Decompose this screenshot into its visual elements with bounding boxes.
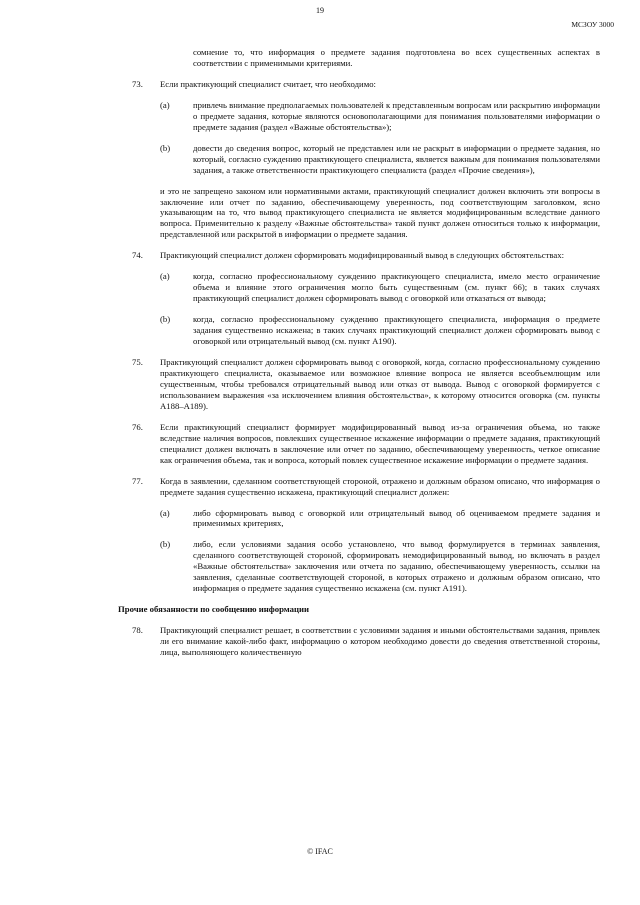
subitem-text: привлечь внимание предполагаемых пользователей к представленным вопросам или раскрытию информации о предмете задания, которые являются основополагающими для понимания пользователями информации о предмете задания (раздел «Важные обстоятельства»); xyxy=(193,99,600,132)
paragraph-76 xyxy=(118,422,600,466)
paragraph-text: Если практикующий специалист считает, что необходимо: xyxy=(160,78,376,89)
subitem-73b xyxy=(118,143,600,176)
paragraph-73-tail: и это не запрещено законом или нормативными актами, практикующий специалист должен включить эти вопросы в заключение или отчет по заданию, обеспечивающему уверенность, под соответствующим заголовком, ясно указывающим на то, что вывод практикующего специалиста не является модифицированным вследствие данного вопроса. Применительно к разделу «Важные обстоятельства» такой пункт должен относиться только к информации, представленной или раскрытой в информации о предмете задания. xyxy=(160,185,600,240)
paragraph-number: 74. xyxy=(132,250,143,261)
paragraph-text: Практикующий специалист должен сформировать вывод с оговоркой, когда, согласно профессиональному суждению практикующего специалиста, оказываемое или возможное влияние вопроса не является всеобъемлющим или существенным, чтобы требовался отрицательный вывод или отказ от вывода. Вывод с оговоркой формируется с использованием выражения «за исключением влияния обстоятельства», к которому относится оговорка (см. пункты A188–A189). xyxy=(160,357,600,411)
subitem-77b xyxy=(118,539,600,594)
subitem-text: либо, если условиями задания особо установлено, что вывод формулируется в терминах заявления, сделанного соответствующей стороной, сформировать немодифицированный вывод, но включать в раздел «Важные обстоятельства» заключения или отчета по заданию, обеспечивающему уверенность, ссылки на заявления, сделанные соответствующей стороной, в которых отражено и должным образом описано, что информация о предмете задания существенно искажена (см. пункт A191). xyxy=(193,539,600,594)
subitem-74a xyxy=(118,271,600,304)
paragraph-text: Если практикующий специалист формирует модифицированный вывод из-за ограничения объема, но также вследствие наличия вопросов, повлекших существенное искажение информации о предмете задания, практикующий специалист должен включать в заключение или отчет по заданию, обеспечивающему уверенность, четкое описание как ограничения объема, так и вопроса, который повлек существенное искажение информации о предмете задания. xyxy=(160,421,600,465)
subitem-77a xyxy=(118,508,600,530)
paragraph-text: Практикующий специалист должен сформировать модифицированный вывод в следующих обстоятельствах: xyxy=(160,250,564,261)
paragraph-78 xyxy=(118,625,600,658)
subitem-text: либо сформировать вывод с оговоркой или отрицательный вывод об оцениваемом предмете задания и применимых критериях, xyxy=(193,507,600,529)
footer-copyright: © IFAC xyxy=(307,847,333,856)
paragraph-75 xyxy=(118,357,600,412)
document-body xyxy=(118,47,600,668)
paragraph-74 xyxy=(118,250,600,261)
subitem-label: (b) xyxy=(160,142,171,153)
subitem-label: (a) xyxy=(160,271,170,282)
page-number: 19 xyxy=(316,6,324,15)
subitem-label: (b) xyxy=(160,314,171,325)
paragraph-number: 76. xyxy=(132,421,143,432)
standard-code: МСЗОУ 3000 xyxy=(571,20,614,29)
section-heading: Прочие обязанности по сообщению информации xyxy=(118,604,310,615)
subitem-73a xyxy=(118,100,600,133)
paragraph-73 xyxy=(118,79,600,90)
paragraph-number: 78. xyxy=(132,625,143,636)
subitem-label: (a) xyxy=(160,507,170,518)
paragraph-number: 77. xyxy=(132,475,143,486)
paragraph-text: Когда в заявлении, сделанном соответствующей стороной, отражено и должным образом описано, что информация о предмете задания существенно искажена, практикующий специалист должен: xyxy=(160,475,600,497)
paragraph-77 xyxy=(118,476,600,498)
paragraph-number: 75. xyxy=(132,357,143,368)
subitem-74b xyxy=(118,314,600,347)
subitem-text: довести до сведения вопрос, который не представлен или не раскрыт в информации о предмете задания, но который, согласно суждению практикующего специалиста, является важным для понимания пользователями задания, а также ответственности практикующего специалиста (раздел «Прочие сведения»), xyxy=(193,142,600,175)
subitem-text: когда, согласно профессиональному суждению практикующего специалиста, информация о предмете задания существенно искажена; в таких случаях практикующий специалист должен сформировать вывод с оговоркой или отрицательный вывод (см. пункт A190). xyxy=(193,314,600,347)
paragraph-number: 73. xyxy=(132,78,143,89)
subitem-label: (b) xyxy=(160,539,171,550)
intro-continuation: сомнение то, что информация о предмете задания подготовлена во всех существенных аспектах в соответствии с применимыми критериями. xyxy=(193,47,600,68)
subitem-text: когда, согласно профессиональному суждению практикующего специалиста, имело место ограничение объема и влияние этого ограничения могло быть существенным (см. пункт 66); в таких случаях практикующий специалист должен сформировать вывод с оговоркой или отказаться от вывода; xyxy=(193,271,600,304)
subitem-label: (a) xyxy=(160,99,170,110)
paragraph-text: Практикующий специалист решает, в соответствии с условиями задания и иными обстоятельствами задания, привлек ли его внимание какой-либо факт, информацию о котором необходимо довести до сведения ответственной стороны, лица, выполняющего количественную xyxy=(160,625,600,658)
